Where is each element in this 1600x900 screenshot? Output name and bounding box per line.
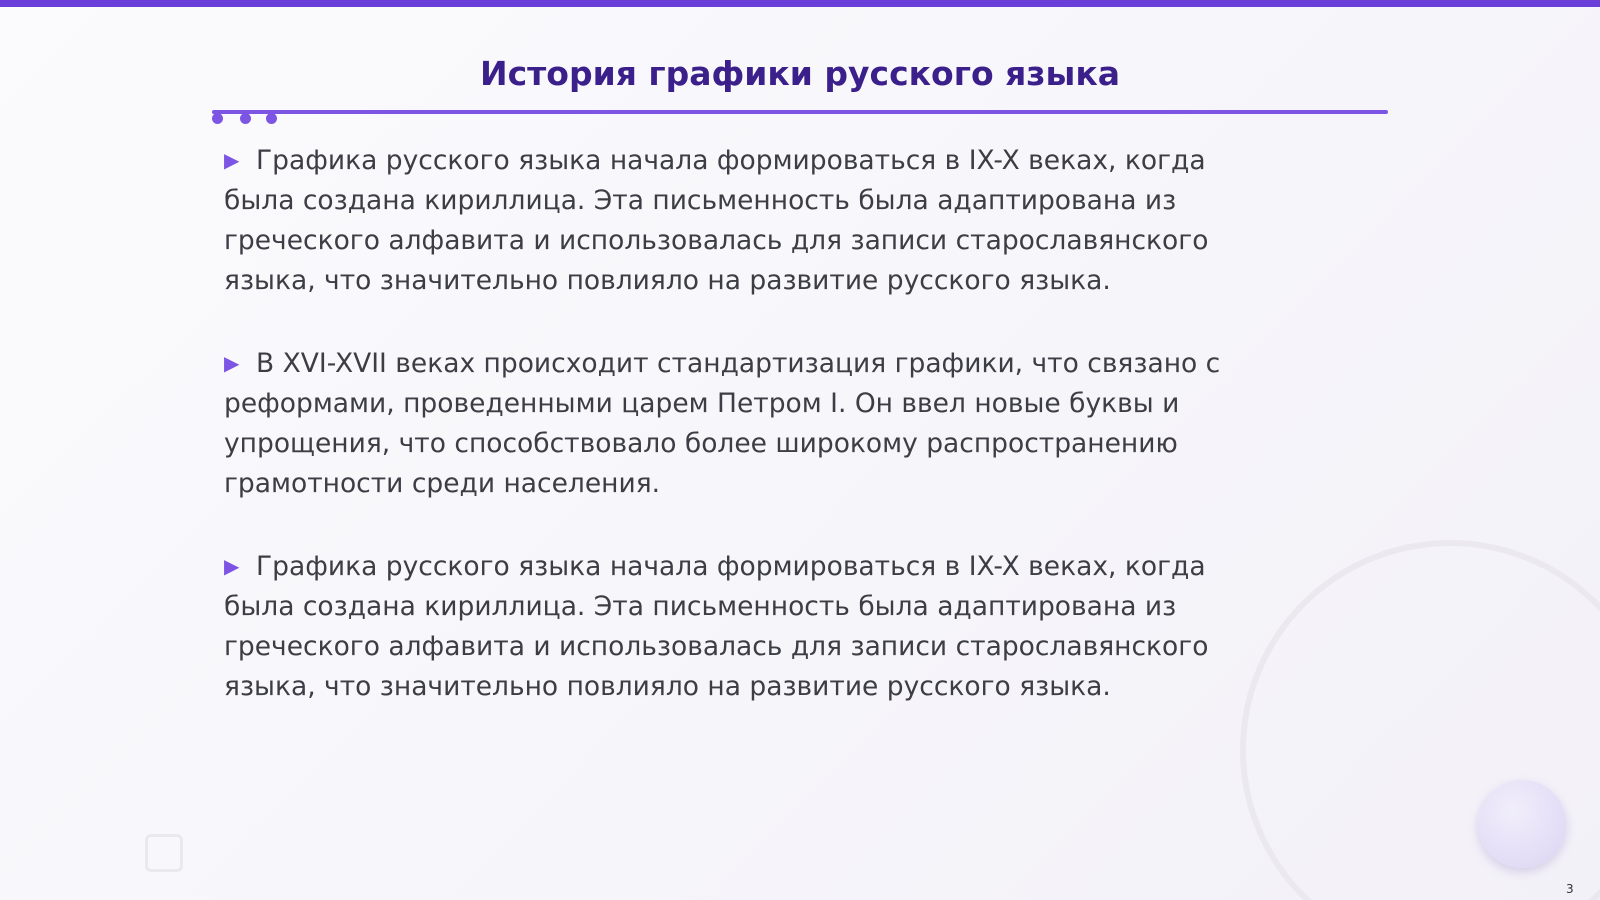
bullet-item: [224, 140, 1284, 301]
bullet-item: [224, 343, 1284, 504]
bullet-list: [224, 140, 1284, 749]
title-underline: [212, 110, 1388, 114]
bullet-text: В XVI-XVII веках происходит стандартизация графики, что связано с реформами, проведенными царем Петром I. Он ввел новые буквы и упрощения, что способствовало более широкому распространению грамотности среди населения.: [224, 348, 1221, 499]
top-accent-bar: [0, 0, 1600, 7]
bullet-arrow-icon: ▶: [224, 554, 240, 578]
dot-icon: [266, 113, 277, 124]
page-number: 3: [1566, 882, 1574, 896]
dot-icon: [240, 113, 251, 124]
slide-title: История графики русского языка: [479, 54, 1120, 93]
underline-dots: [212, 113, 282, 127]
bullet-arrow-icon: ▶: [224, 148, 240, 172]
decorative-bubble: [1478, 780, 1566, 868]
bullet-text: Графика русского языка начала формироваться в IX-X веках, когда была создана кириллица. Эта письменность была адаптирована из греческого алфавита и использовалась для записи старославянского языка, что значительно повлияло на развитие русского языка.: [224, 145, 1209, 296]
bullet-arrow-icon: ▶: [224, 351, 240, 375]
decorative-square: [145, 834, 183, 872]
bullet-text: Графика русского языка начала формироваться в IX-X веках, когда была создана кириллица. Эта письменность была адаптирована из греческого алфавита и использовалась для записи старославянского языка, что значительно повлияло на развитие русского языка.: [224, 551, 1209, 702]
bullet-item: [224, 546, 1284, 707]
dot-icon: [212, 113, 223, 124]
